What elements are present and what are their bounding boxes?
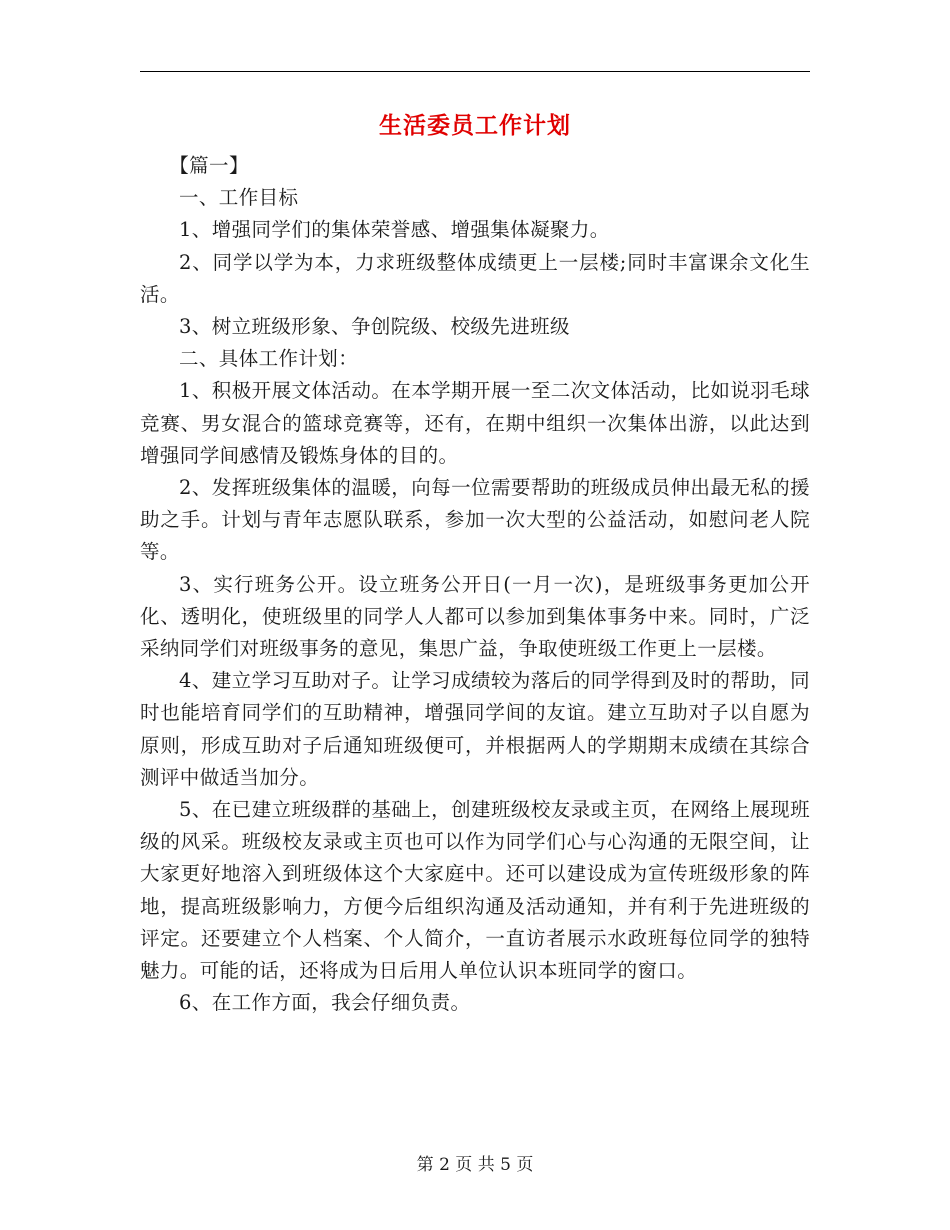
header-rule	[140, 71, 810, 72]
heading-work-goals: 一、工作目标	[179, 186, 299, 210]
goal-item: 3、树立班级形象、争创院级、校级先进班级	[179, 315, 570, 339]
plan-item: 1、积极开展文体活动。在本学期开展一至二次文体活动，比如说羽毛球竞赛、男女混合的篮球竞赛等，还有，在期中组织一次集体出游，以此达到增强同学间感情及锻炼身体的目的。	[140, 379, 810, 467]
plan-item: 2、发挥班级集体的温暖，向每一位需要帮助的班级成员伸出最无私的援助之手。计划与青年志愿队联系，参加一次大型的公益活动，如慰问老人院等。	[140, 476, 810, 564]
plan-item: 3、实行班务公开。设立班务公开日(一月一次)，是班级事务更加公开化、透明化，使班级里的同学人人都可以参加到集体事务中来。同时，广泛采纳同学们对班级事务的意见，集思广益，争取使班级工作更上一层楼。	[140, 572, 810, 661]
heading-work-plan: 二、具体工作计划：	[179, 347, 359, 371]
goal-item: 2、同学以学为本，力求班级整体成绩更上一层楼;同时丰富课余文化生活。	[140, 250, 810, 306]
document-title: 生活委员工作计划	[379, 112, 571, 139]
plan-item: 5、在已建立班级群的基础上，创建班级校友录或主页，在网络上展现班级的风采。班级校友录或主页也可以作为同学们心与心沟通的无限空间，让大家更好地溶入到班级体这个大家庭中。还可以建设成为宣传班级形象的阵地，提高班级影响力，方便今后组织沟通及活动通知，并有利于先进班级的评定。还要建立个人档案、个人简介，一直访者展示水政班每位同学的独特魅力。可能的话，还将成为日后用人单位认识本班同学的窗口。	[140, 798, 810, 983]
section-label: 【篇一】	[169, 154, 249, 177]
goal-item: 1、增强同学们的集体荣誉感、增强集体凝聚力。	[179, 218, 610, 242]
page-number: 第 2 页 共 5 页	[416, 1155, 534, 1175]
plan-item: 4、建立学习互助对子。让学习成绩较为落后的同学得到及时的帮助，同时也能培育同学们的互助精神，增强同学间的友谊。建立互助对子以自愿为原则，形成互助对子后通知班级便可，并根据两人的学期期末成绩在其综合测评中做适当加分。	[140, 669, 810, 789]
plan-item: 6、在工作方面，我会仔细负责。	[179, 991, 471, 1015]
document-body	[140, 150, 810, 1019]
